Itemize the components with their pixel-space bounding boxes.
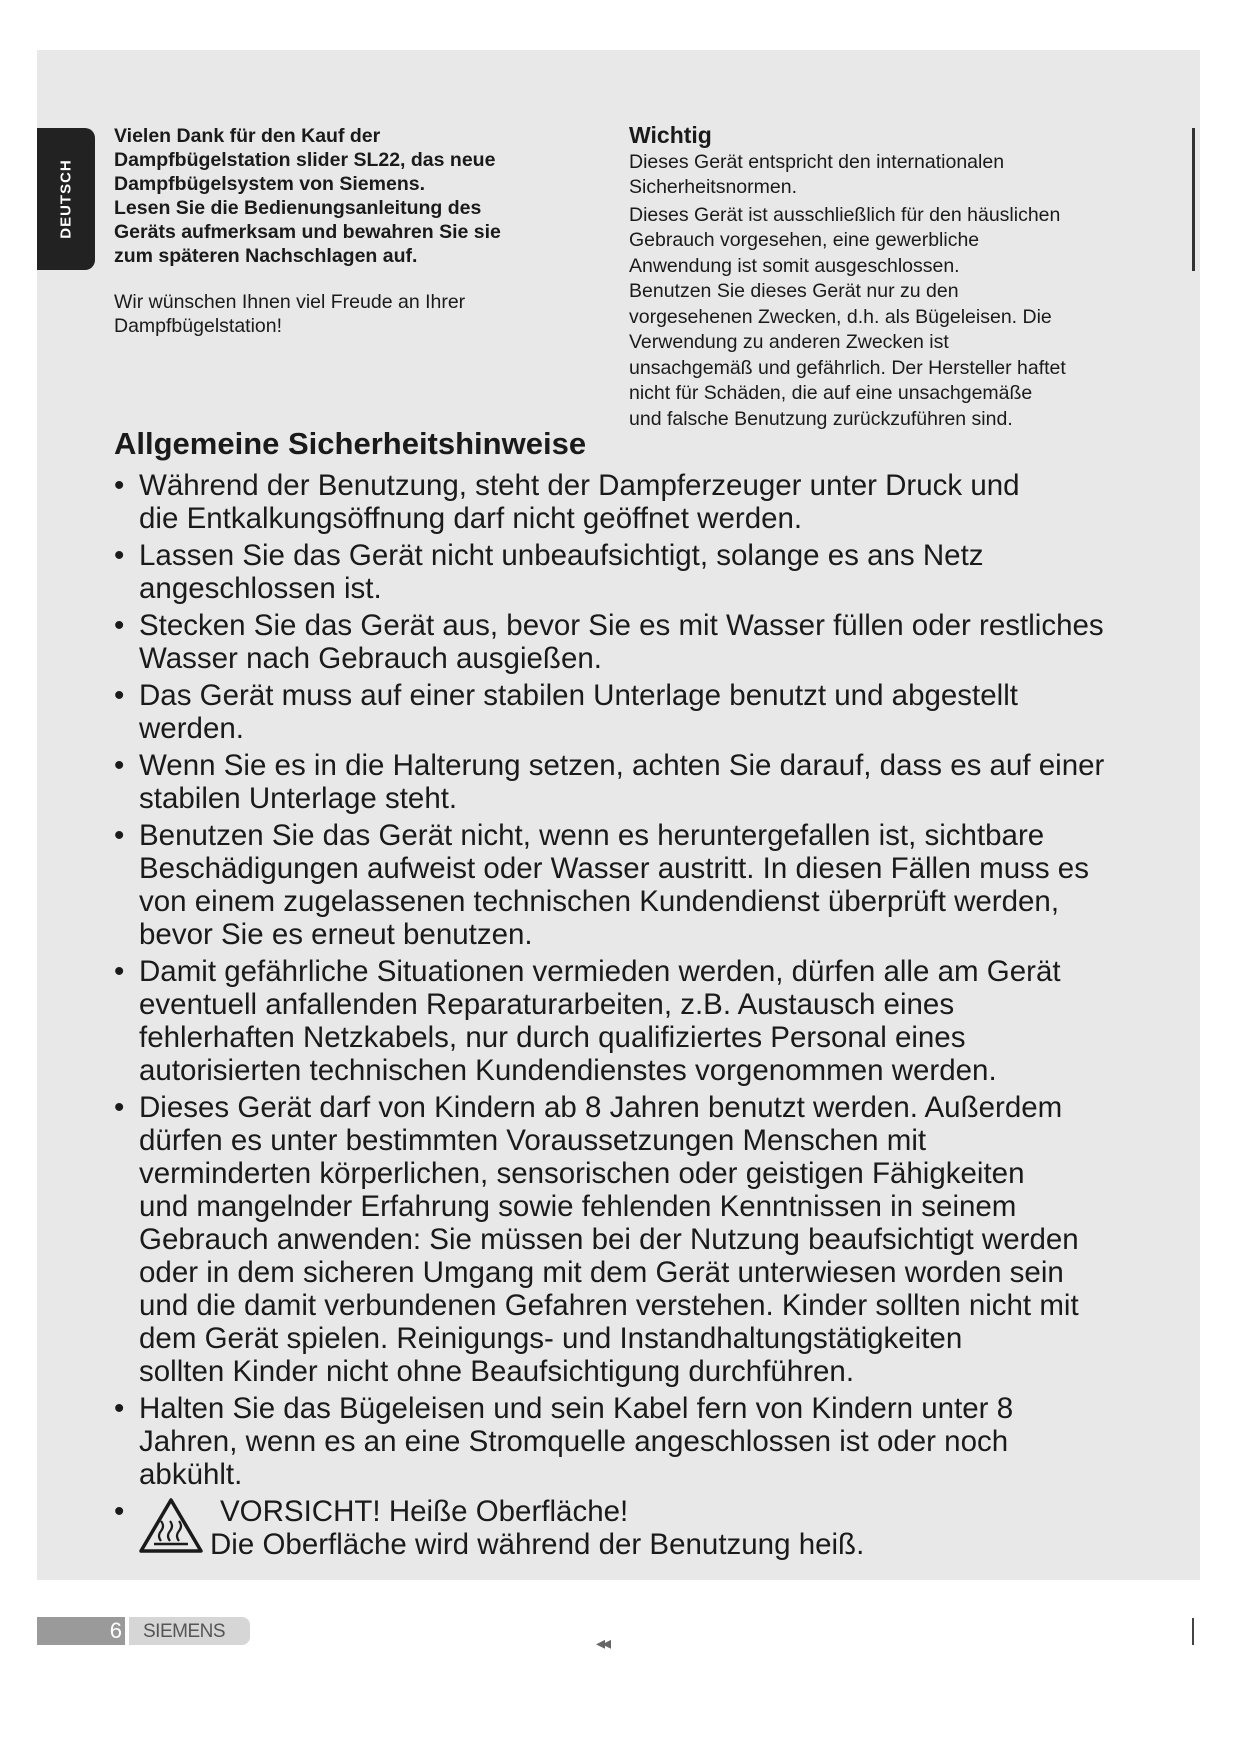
list-line: dürfen es unter bestimmten Voraussetzungen Menschen mit: [139, 1124, 927, 1157]
list-line: Halten Sie das Bügeleisen und sein Kabel fern von Kindern unter 8: [139, 1392, 1014, 1425]
important-line: unsachgemäß und gefährlich. Der Hersteller haftet: [629, 356, 1066, 379]
footer-divider: [1192, 1618, 1194, 1645]
list-line: eventuell anfallenden Reparaturarbeiten, z.B. Austausch eines: [139, 988, 955, 1021]
hot-surface-warning-icon: [138, 1497, 204, 1555]
bullet-icon: •: [114, 1091, 125, 1124]
list-item: [114, 609, 1204, 675]
greeting-line: Dampfbügelstation!: [114, 315, 283, 337]
bullet-icon: •: [114, 1495, 125, 1528]
intro-line: Vielen Dank für den Kauf der: [114, 125, 381, 147]
warning-item: [114, 1495, 1204, 1567]
bullet-icon: •: [114, 1392, 125, 1425]
list-line: die Entkalkungsöffnung darf nicht geöffnet werden.: [139, 502, 803, 535]
list-line: stabilen Unterlage steht.: [139, 782, 458, 815]
language-tab-label: DEUTSCH: [57, 159, 75, 239]
important-line: Sicherheitsnormen.: [629, 176, 797, 198]
list-item: [114, 819, 1204, 951]
important-line: vorgesehenen Zwecken, d.h. als Bügeleisen. Die: [629, 305, 1052, 328]
list-line: verminderten körperlichen, sensorischen oder geistigen Fähigkeiten: [139, 1157, 1025, 1190]
bullet-icon: •: [114, 609, 125, 642]
important-block: [629, 124, 1189, 433]
list-line: angeschlossen ist.: [139, 572, 382, 605]
section-title: Allgemeine Sicherheitshinweise: [114, 426, 587, 461]
intro-line: Dampfbügelstation slider SL22, das neue: [114, 149, 496, 171]
intro-line: zum späteren Nachschlagen auf.: [114, 245, 418, 267]
list-line: bevor Sie es erneut benutzen.: [139, 918, 533, 951]
list-line: Gebrauch anwenden: Sie müssen bei der Nutzung beaufsichtigt werden: [139, 1223, 1079, 1256]
bullet-icon: •: [114, 819, 125, 852]
bullet-icon: •: [114, 749, 125, 782]
list-line: Jahren, wenn es an eine Stromquelle angeschlossen ist oder noch: [139, 1425, 1009, 1458]
list-line: oder in dem sicheren Umgang mit dem Gerät unterwiesen worden sein: [139, 1256, 1064, 1289]
bullet-icon: •: [114, 679, 125, 712]
bullet-icon: •: [114, 955, 125, 988]
list-line: Stecken Sie das Gerät aus, bevor Sie es mit Wasser füllen oder restliches: [139, 609, 1104, 642]
list-item: [114, 749, 1204, 815]
list-line: von einem zugelassenen technischen Kundendienst überprüft werden,: [139, 885, 1060, 918]
list-item: [114, 1392, 1204, 1491]
list-line: Während der Benutzung, steht der Dampferzeuger unter Druck und: [139, 469, 1020, 502]
back-arrows-icon[interactable]: ◂◂: [596, 1633, 609, 1653]
list-line: Das Gerät muss auf einer stabilen Unterlage benutzt und abgestellt: [139, 679, 1018, 712]
list-item: [114, 679, 1204, 745]
intro-line: Lesen Sie die Bedienungsanleitung des: [114, 197, 482, 219]
brand-label: SIEMENS: [143, 1621, 226, 1642]
list-line: und mangelnder Erfahrung sowie fehlenden Kenntnissen in seinem: [139, 1190, 1017, 1223]
language-tab: [37, 128, 95, 270]
important-line: Benutzen Sie dieses Gerät nur zu den: [629, 280, 959, 302]
important-line: und falsche Benutzung zurückzuführen sind.: [629, 407, 1013, 430]
bullet-icon: •: [114, 469, 125, 502]
safety-list: [114, 469, 1204, 1567]
page-number: 6: [109, 1618, 122, 1643]
important-line: Gebrauch vorgesehen, eine gewerbliche: [629, 229, 980, 251]
list-line: Dieses Gerät darf von Kindern ab 8 Jahren benutzt werden. Außerdem: [139, 1091, 1063, 1124]
intro-block: [114, 124, 584, 338]
important-line: Verwendung zu anderen Zwecken ist: [629, 331, 949, 353]
list-line: fehlerhaften Netzkabels, nur durch qualifiziertes Personal eines: [139, 1021, 966, 1054]
list-line: autorisierten technischen Kundendienstes vorgenommen werden.: [139, 1054, 997, 1087]
list-item: [114, 539, 1204, 605]
important-line: Dieses Gerät entspricht den internationalen: [629, 150, 1005, 173]
list-line: Wenn Sie es in die Halterung setzen, achten Sie darauf, dass es auf einer: [139, 749, 1105, 782]
list-line: werden.: [139, 712, 244, 745]
important-line: nicht für Schäden, die auf eine unsachgemäße: [629, 382, 1033, 404]
important-line: Dieses Gerät ist ausschließlich für den häuslichen: [629, 203, 1061, 226]
intro-line: Dampfbügelsystem von Siemens.: [114, 173, 426, 195]
warning-title: VORSICHT! Heiße Oberfläche!: [220, 1495, 629, 1528]
list-line: Benutzen Sie das Gerät nicht, wenn es heruntergefallen ist, sichtbare: [139, 819, 1045, 852]
list-item: [114, 1091, 1204, 1388]
greeting-line: Wir wünschen Ihnen viel Freude an Ihrer: [114, 291, 466, 313]
list-line: Damit gefährliche Situationen vermieden werden, dürfen alle am Gerät: [139, 955, 1061, 988]
warning-text: Die Oberfläche wird während der Benutzung heiß.: [210, 1528, 865, 1561]
list-line: dem Gerät spielen. Reinigungs- und Instandhaltungstätigkeiten: [139, 1322, 963, 1355]
brand-box: [129, 1617, 250, 1645]
list-item: [114, 955, 1204, 1087]
list-line: Beschädigungen aufweist oder Wasser austritt. In diesen Fällen muss es: [139, 852, 1089, 885]
list-line: und die damit verbundenen Gefahren verstehen. Kinder sollten nicht mit: [139, 1289, 1079, 1322]
list-line: Lassen Sie das Gerät nicht unbeaufsichtigt, solange es ans Netz: [139, 539, 984, 572]
right-margin-bar: [1192, 128, 1195, 271]
important-heading: Wichtig: [629, 122, 712, 148]
list-line: sollten Kinder nicht ohne Beaufsichtigung durchführen.: [139, 1355, 855, 1388]
list-line: Wasser nach Gebrauch ausgießen.: [139, 642, 602, 675]
bullet-icon: •: [114, 539, 125, 572]
important-line: Anwendung ist somit ausgeschlossen.: [629, 254, 960, 277]
list-item: [114, 469, 1204, 535]
intro-line: Geräts aufmerksam und bewahren Sie sie: [114, 221, 501, 243]
list-line: abkühlt.: [139, 1458, 243, 1491]
